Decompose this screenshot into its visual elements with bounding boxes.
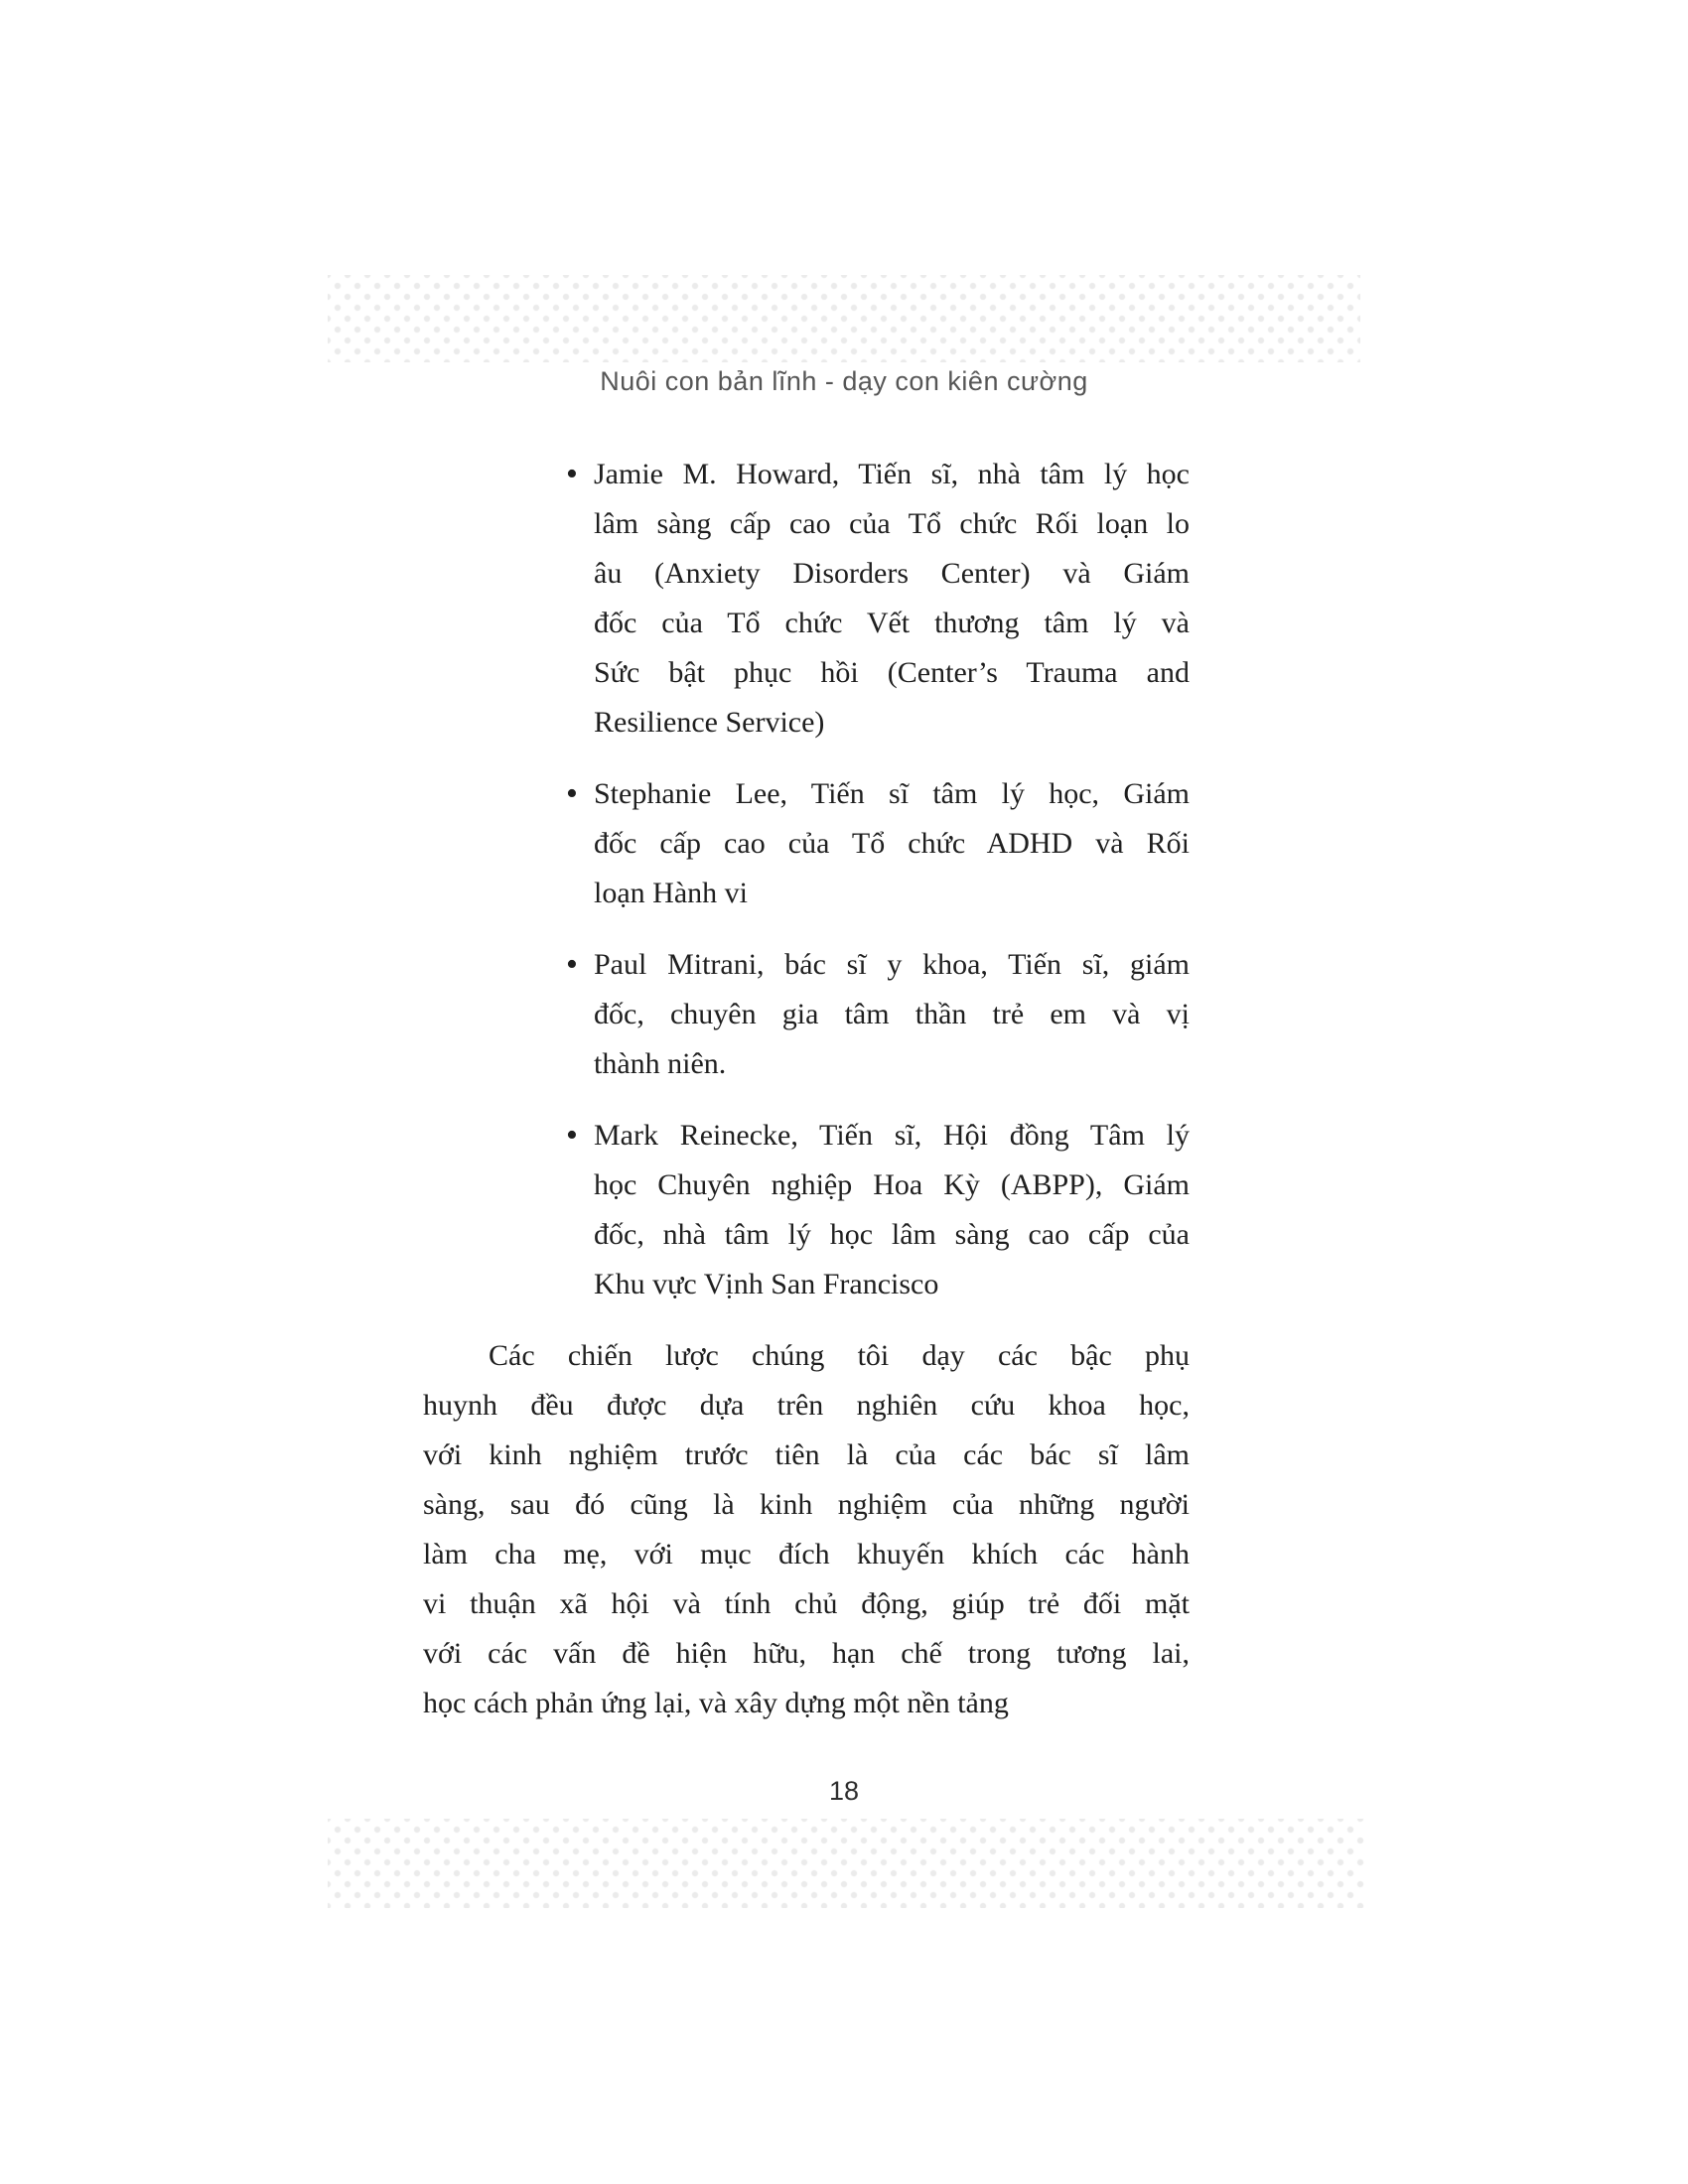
text-line: đốc, chuyên gia tâm thần trẻ em và vị	[594, 998, 1190, 1030]
text-line: Resilience Service)	[594, 706, 825, 739]
list-item-text	[594, 769, 1190, 918]
text-line: Sức bật phục hồi (Center’s Trauma and	[594, 656, 1190, 689]
text-line: với kinh nghiệm trước tiên là của các bác sĩ lâm	[423, 1438, 1190, 1471]
text-line: thành niên.	[594, 1047, 727, 1080]
bullet-icon: •	[566, 1117, 578, 1154]
list-item-text	[594, 940, 1190, 1089]
list-item	[566, 940, 1190, 1089]
text-line: học cách phản ứng lại, và xây dựng một nền tảng	[423, 1687, 1009, 1719]
credentials-list	[566, 450, 1190, 1331]
text-line: sàng, sau đó cũng là kinh nghiệm của những người	[423, 1488, 1190, 1521]
text-line: Khu vực Vịnh San Francisco	[594, 1268, 939, 1300]
bottom-dot-pattern	[328, 1819, 1365, 1908]
text-line: Jamie M. Howard, Tiến sĩ, nhà tâm lý học	[594, 458, 1190, 490]
text-line: lâm sàng cấp cao của Tổ chức Rối loạn lo	[594, 507, 1190, 540]
top-dot-pattern	[328, 275, 1360, 362]
list-item-text	[594, 1111, 1190, 1309]
body-paragraph	[423, 1331, 1190, 1728]
list-item	[566, 450, 1190, 748]
text-line: loạn Hành vi	[594, 877, 748, 909]
page-number: 18	[828, 1776, 860, 1806]
bullet-icon: •	[566, 456, 578, 492]
text-line: Các chiến lược chúng tôi dạy các bậc phụ	[489, 1339, 1190, 1372]
text-line: đốc của Tổ chức Vết thương tâm lý và	[594, 607, 1190, 639]
list-item	[566, 769, 1190, 918]
text-line: học Chuyên nghiệp Hoa Kỳ (ABPP), Giám	[594, 1168, 1190, 1201]
text-line: đốc cấp cao của Tổ chức ADHD và Rối	[594, 827, 1190, 860]
list-item	[566, 1111, 1190, 1309]
list-item-text	[594, 450, 1190, 748]
bullet-icon: •	[566, 946, 578, 983]
text-line: đốc, nhà tâm lý học lâm sàng cao cấp của	[594, 1218, 1190, 1251]
text-line: Paul Mitrani, bác sĩ y khoa, Tiến sĩ, giám	[594, 948, 1190, 981]
bullet-icon: •	[566, 775, 578, 812]
text-line: làm cha mẹ, với mục đích khuyến khích các hành	[423, 1538, 1190, 1570]
text-line: âu (Anxiety Disorders Center) và Giám	[594, 557, 1190, 590]
text-line: vi thuận xã hội và tính chủ động, giúp trẻ đối mặt	[423, 1587, 1190, 1620]
text-line: huynh đều được dựa trên nghiên cứu khoa học,	[423, 1389, 1190, 1422]
text-line: với các vấn đề hiện hữu, hạn chế trong tương lai,	[423, 1637, 1190, 1670]
text-line: Mark Reinecke, Tiến sĩ, Hội đồng Tâm lý	[594, 1119, 1190, 1152]
text-line: Stephanie Lee, Tiến sĩ tâm lý học, Giám	[594, 777, 1190, 810]
running-header: Nuôi con bản lĩnh - dạy con kiên cường	[600, 366, 1088, 396]
